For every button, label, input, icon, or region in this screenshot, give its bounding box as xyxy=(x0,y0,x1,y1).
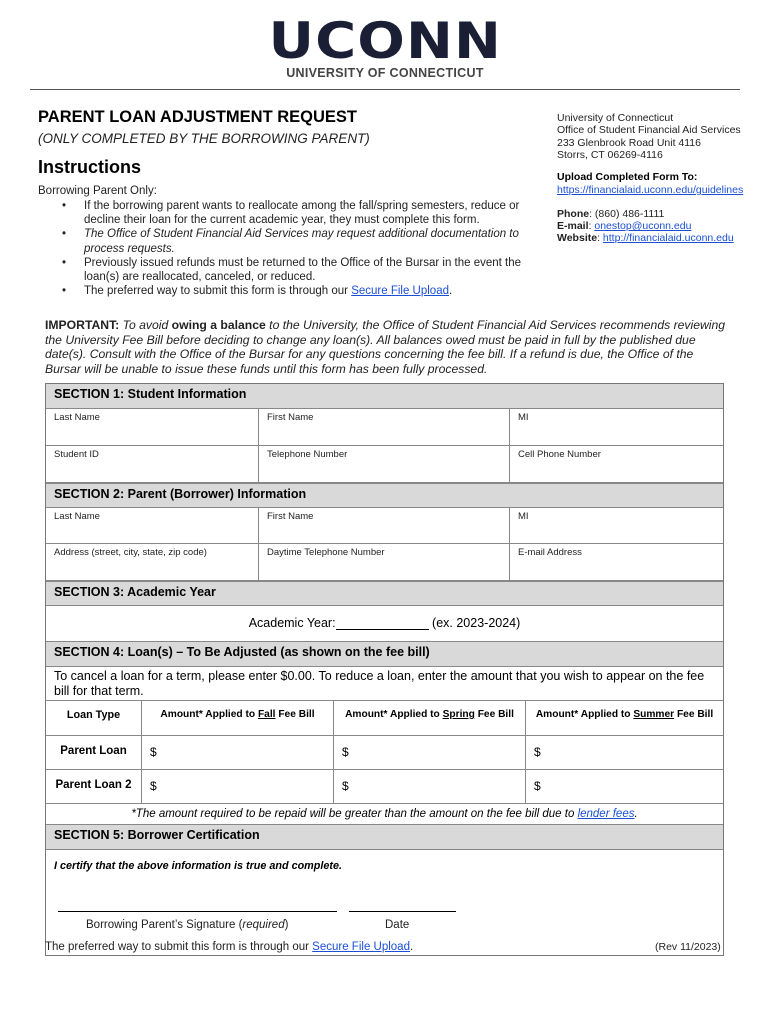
loan-adjustment-form xyxy=(45,383,724,956)
parent-loan2-summer-input[interactable]: $ xyxy=(534,779,541,793)
list-item: • The Office of Student Financial Aid Services may request additional documentation to process requests. xyxy=(62,227,527,255)
instructions-heading: Instructions xyxy=(38,157,142,177)
student-first-name-field[interactable]: First Name xyxy=(259,409,510,445)
contact-info: Phone: (860) 486-1111 E-mail: onestop@uconn.edu Website: http://financialaid.uconn.edu xyxy=(557,208,734,245)
bullet-text: If the borrowing parent wants to reallocate among the fall/spring semesters, reduce or decline their loan for the current academic year, they must complete this form. xyxy=(84,200,520,227)
parent-loan-summer-input[interactable]: $ xyxy=(534,745,541,759)
parent-email-field[interactable]: E-mail Address xyxy=(518,547,582,558)
instructions-lead: Borrowing Parent Only: xyxy=(38,185,157,197)
date-line[interactable] xyxy=(349,911,456,912)
bullet-text: Previously issued refunds must be returned to the Office of the Bursar in the event the loan(s) are reallocated, canceled, or reduced. xyxy=(84,256,522,284)
section3-heading: SECTION 3: Academic Year xyxy=(46,581,723,606)
student-last-name-field[interactable]: Last Name xyxy=(46,409,259,445)
parent-mi-field[interactable]: MI xyxy=(518,511,529,522)
section2-heading: SECTION 2: Parent (Borrower) Information xyxy=(46,483,723,508)
parent-loan2-spring-input[interactable]: $ xyxy=(334,770,526,803)
date-label: Date xyxy=(385,919,410,931)
page-title: PARENT LOAN ADJUSTMENT REQUEST xyxy=(38,108,358,126)
student-telephone-field[interactable]: Telephone Number xyxy=(259,446,510,482)
website-link[interactable]: http://financialaid.uconn.edu xyxy=(602,232,734,245)
loan-instructions: To cancel a loan for a term, please enter $0.00. To reduce a loan, enter the amount that you wish to appear on the fee bill for that term. xyxy=(46,667,723,701)
list-item: • Previously issued refunds must be returned to the Office of the Bursar in the event the loan(s) are reallocated, canceled, or reduced. xyxy=(62,256,527,284)
footer-text: The preferred way to submit this form is through our Secure File Upload. xyxy=(45,941,414,953)
parent-loan-fall-input[interactable]: $ xyxy=(142,736,334,769)
instructions-list xyxy=(62,199,527,298)
office-address: University of Connecticut Office of Student Financial Aid Services 233 Glenbrook Road Unit 4116 Storrs, CT 06269-4116 xyxy=(557,112,741,162)
loan-table-header: Loan Type Amount* Applied to Fall Fee Bill Amount* Applied to Spring Fee Bill Amount* Applied to Summer Fee Bill xyxy=(46,701,723,736)
academic-year-row: Academic Year: (ex. 2023-2024) xyxy=(46,606,723,642)
page-subtitle: (ONLY COMPLETED BY THE BORROWING PARENT) xyxy=(38,131,370,146)
upload-heading: Upload Completed Form To: xyxy=(557,171,698,183)
header-divider xyxy=(30,89,740,90)
lender-fees-link[interactable]: lender fees xyxy=(577,808,635,820)
parent-daytime-phone-field[interactable]: Daytime Telephone Number xyxy=(259,544,510,580)
student-id-field[interactable]: Student ID xyxy=(46,446,259,482)
student-mi-field[interactable]: MI xyxy=(518,412,529,423)
list-item: • If the borrowing parent wants to reallocate among the fall/spring semesters, reduce or decline their loan for the current academic year, they must complete this form. xyxy=(62,199,527,227)
upload-guidelines-link[interactable]: https://financialaid.uconn.edu/guidelines xyxy=(557,184,744,196)
section5-heading: SECTION 5: Borrower Certification xyxy=(46,825,723,850)
footer-secure-upload-link[interactable]: Secure File Upload xyxy=(312,941,410,953)
parent-address-field[interactable]: Address (street, city, state, zip code) xyxy=(46,544,259,580)
secure-file-upload-link[interactable]: Secure File Upload xyxy=(351,285,449,298)
parent-last-name-field[interactable]: Last Name xyxy=(46,508,259,543)
certification-statement: I certify that the above information is true and complete. xyxy=(54,860,342,872)
lender-fee-note: *The amount required to be repaid will be greater than the amount on the fee bill due to lender fees. xyxy=(46,804,723,825)
important-notice: IMPORTANT: To avoid owing a balance to the University, the Office of Student Financial Aid Services recommends reviewing the University Fee Bill before deciding to change any loan(s). All balances owed must be paid in full by the published due date(s). Consult with the Office of the Bursar for any questions concerning the fee bill. If a refund is due, the Office of the Bursar will be unable to issue these funds until this form has been fully processed. xyxy=(45,318,726,376)
signature-line[interactable] xyxy=(58,911,337,912)
bullet-text: The preferred way to submit this form is through our Secure File Upload. xyxy=(84,285,453,298)
email-link[interactable]: onestop@uconn.edu xyxy=(594,220,692,233)
certification-block xyxy=(46,850,723,955)
uconn-logo xyxy=(0,14,770,80)
logo-subtitle: UNIVERSITY OF CONNECTICUT xyxy=(286,66,484,80)
table-row: Parent Loan $ $ $ xyxy=(46,736,723,770)
revision-label: (Rev 11/2023) xyxy=(655,941,721,953)
section1-heading: SECTION 1: Student Information xyxy=(46,384,723,409)
parent-first-name-field[interactable]: First Name xyxy=(259,508,510,543)
bullet-text: The Office of Student Financial Aid Services may request additional documentation to process requests. xyxy=(84,228,519,255)
list-item: • The preferred way to submit this form is through our Secure File Upload. xyxy=(62,285,453,298)
student-cell-field[interactable]: Cell Phone Number xyxy=(518,449,601,460)
signature-label: Borrowing Parent’s Signature (required) xyxy=(86,919,289,931)
parent-loan2-fall-input[interactable]: $ xyxy=(142,770,334,803)
section4-heading: SECTION 4: Loan(s) – To Be Adjusted (as shown on the fee bill) xyxy=(46,642,723,667)
table-row: Parent Loan 2 $ $ $ xyxy=(46,770,723,804)
parent-loan-spring-input[interactable]: $ xyxy=(334,736,526,769)
logo-wordmark: UCONN xyxy=(268,12,502,70)
academic-year-input[interactable] xyxy=(336,618,429,630)
